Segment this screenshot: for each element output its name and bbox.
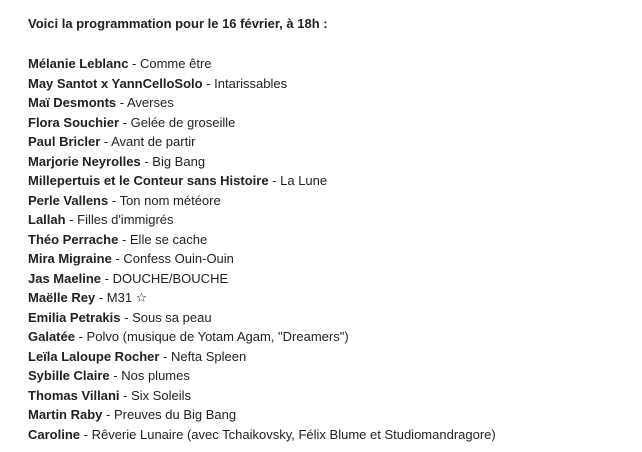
song-title: Gelée de groseille [130,114,236,130]
entry-separator: - [65,212,78,227]
program-entry [28,113,642,133]
entry-separator: - [102,407,114,422]
song-title: Rêverie Lunaire (avec Tchaikovsky, Félix Blume et Studiomandragore) [91,426,496,442]
song-title: Polvo (musique de Yotam Agam, "Dreamers") [86,329,349,344]
entry-separator: - [119,114,131,130]
entry-separator: - [101,270,113,286]
song-title: Big Bang [152,153,206,169]
program-entry [28,347,642,367]
song-title: Intarissables [214,75,288,91]
song-title: Comme être [139,56,212,71]
program-entry [28,93,642,113]
program-entry [28,249,642,269]
program-entry [28,308,642,328]
program-entry [28,191,642,211]
entry-separator: - [108,192,120,208]
entry-separator: - [120,309,133,325]
song-title: Elle se cache [129,231,208,247]
entry-separator: - [128,56,140,71]
artist-name: Thomas Villani [28,387,120,403]
artist-name: Martin Raby [28,407,103,422]
entry-separator: - [119,387,132,403]
artist-name: Leïla Laloupe Rocher [28,348,160,364]
program-lineup-list [28,54,642,444]
entry-separator: - [159,348,172,364]
program-entry [28,74,642,94]
program-entry [28,405,642,425]
entry-separator: - [80,426,92,442]
song-title: Preuves du Big Bang [113,407,237,422]
entry-separator: - [100,134,112,149]
program-entry [28,386,642,406]
artist-name: Lallah [28,212,66,227]
artist-name: Perle Vallens [28,192,109,208]
program-entry [28,269,642,289]
song-title: Sous sa peau [132,309,212,325]
program-entry [28,366,642,386]
artist-name: Caroline [28,426,81,442]
song-title: Filles d'immigrés [77,212,174,227]
program-entry [28,288,642,308]
program-entry [28,327,642,347]
song-title: Avant de partir [111,134,196,149]
entry-separator: - [95,290,107,305]
song-title: Ton nom météore [119,192,221,208]
program-entry [28,210,642,230]
song-title: Six Soleils [131,387,192,403]
entry-separator: - [74,329,87,344]
song-title: M31 ☆ [106,290,148,305]
program-entry [28,132,642,152]
song-title: La Lune [280,173,328,188]
song-title: DOUCHE/BOUCHE [112,270,229,286]
artist-name: Mélanie Leblanc [28,56,129,71]
song-title: Confess Ouin-Ouin [123,251,234,266]
entry-separator: - [111,251,124,266]
artist-name: Jas Maeline [28,270,101,286]
artist-name: May Santot x YannCelloSolo [28,75,203,91]
artist-name: Marjorie Neyrolles [28,153,141,169]
artist-name: Paul Bricler [28,134,101,149]
song-title: Averses [126,95,174,110]
artist-name: Galatée [28,329,75,344]
artist-name: Théo Perrache [28,231,119,247]
program-entry [28,152,642,172]
program-entry [28,171,642,191]
entry-separator: - [116,95,127,110]
entry-separator: - [202,75,215,91]
artist-name: Maï Desmonts [28,95,117,110]
program-entry [28,230,642,250]
artist-name: Sybille Claire [28,368,110,383]
artist-name: Mira Migraine [28,251,112,266]
artist-name: Millepertuis et le Conteur sans Histoire [28,173,269,188]
entry-separator: - [109,368,122,383]
entry-separator: - [268,173,281,188]
program-entry [28,54,642,74]
artist-name: Maëlle Rey [28,290,96,305]
song-title: Nefta Spleen [171,348,247,364]
song-title: Nos plumes [121,368,190,383]
artist-name: Emilia Petrakis [28,309,121,325]
artist-name: Flora Souchier [28,114,120,130]
program-entry [28,425,642,445]
entry-separator: - [140,153,153,169]
entry-separator: - [118,231,130,247]
program-heading: Voici la programmation pour le 16 février, à 18h : [28,16,328,31]
